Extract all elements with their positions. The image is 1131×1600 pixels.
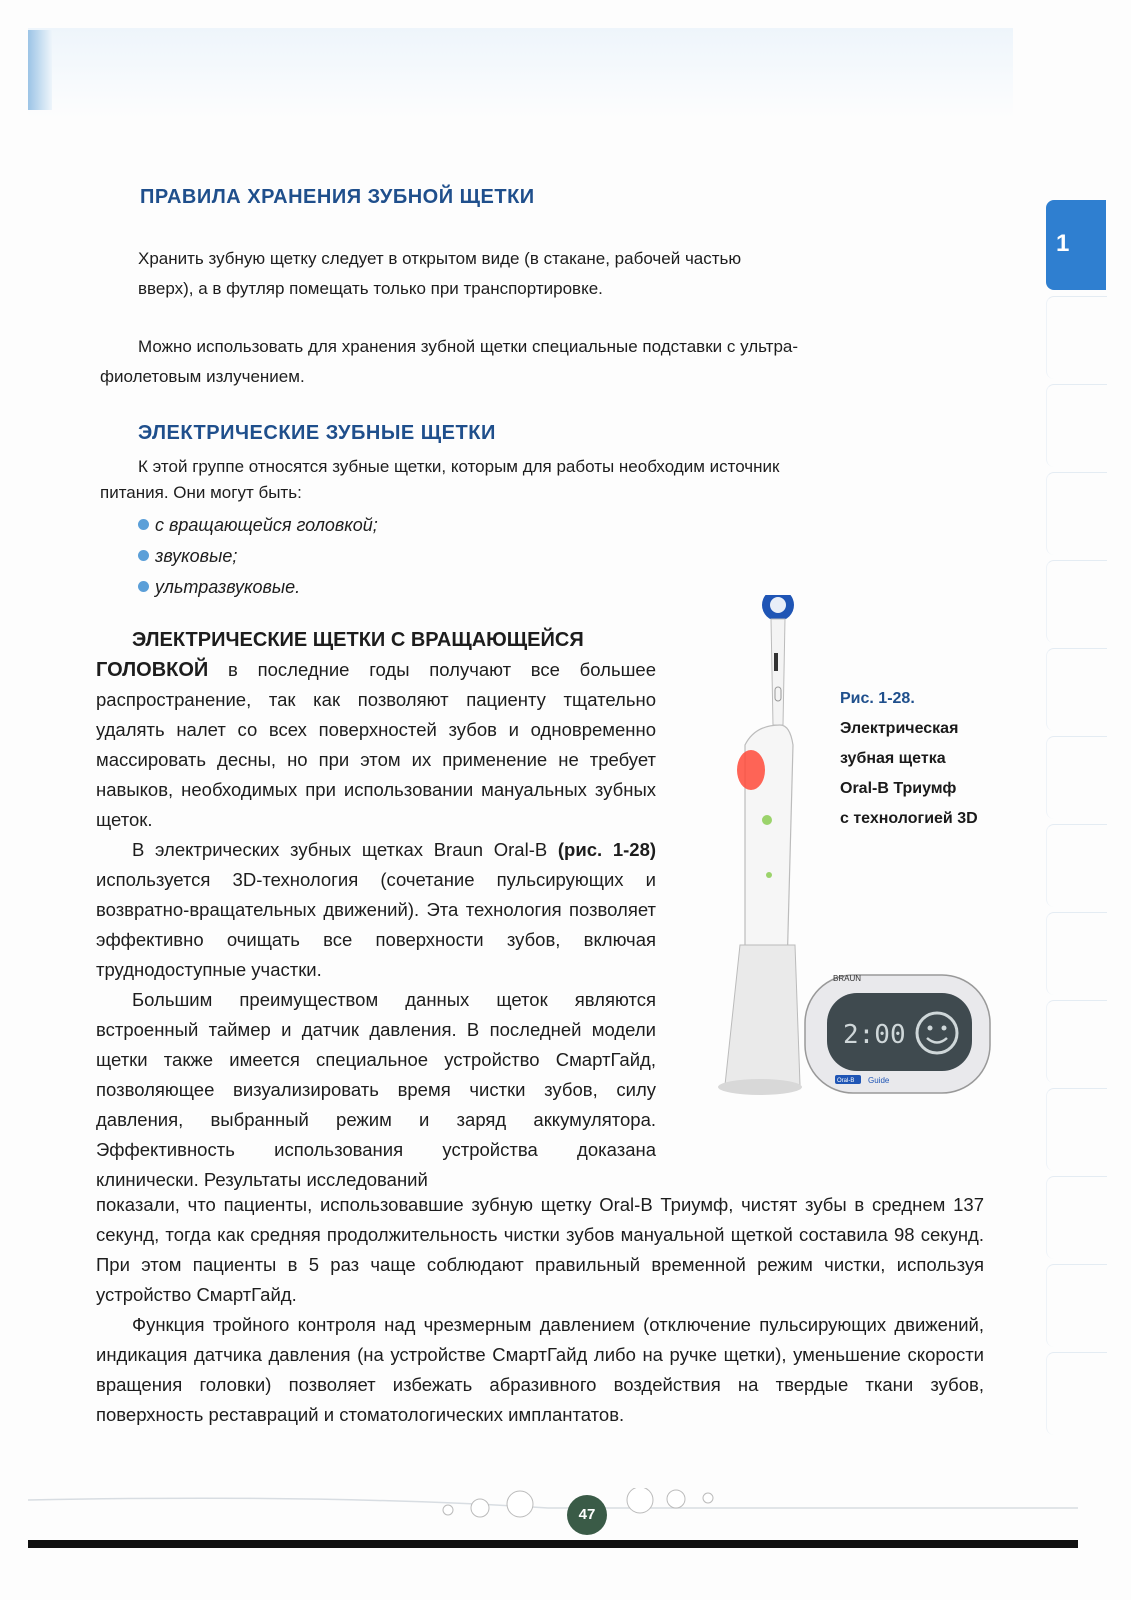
brand-badge1: Oral-B (837, 1078, 855, 1084)
caption-line3: Oral-B Триумф (840, 780, 957, 797)
storage-para2-line1: Можно использовать для хранения зубной щетки специальные подставки с ультра- (138, 337, 799, 356)
electric-intro-line2: питания. Они могут быть: (100, 483, 302, 502)
toothbrush-figure (715, 595, 1005, 1115)
side-tab (1046, 736, 1107, 819)
para3-continuation: показали, что пациенты, использовавшие зубную щетку Oral-B Триумф, чистят зубы в среднем 137 секунд, тогда как средняя продолжительность чистки зубов мануальной щеткой составила 98 секунд. При этом пациенты в 5 раз чаще соблюдают правильный временной режим чистки, используя устройство СмартГайд. (96, 1194, 984, 1305)
bullet-icon (138, 519, 149, 530)
figure-reference: (рис. 1-28) (557, 839, 657, 860)
caption-line4: с технологией 3D (840, 810, 978, 827)
list-item: с вращающейся головкой; (138, 510, 378, 541)
side-tab (1046, 1352, 1107, 1435)
side-tab (1046, 648, 1107, 731)
storage-para1-line2: вверх), а в футляр помещать только при транспортировке. (138, 279, 603, 298)
top-decorative-band (28, 28, 1013, 118)
para1-text: в последние годы получают все большее распространение, так как позволяют пациенту тщательно удалять налет со всех поверхностей зубов и одновременно массировать десны, но при этом их применение не требует навыков, необходимых при использовании мануальных зубных щеток. (96, 659, 657, 830)
caption-line2: зубная щетка (840, 750, 946, 767)
bullet-icon (138, 550, 149, 561)
side-tab (1046, 1088, 1107, 1171)
side-tab (1046, 1176, 1107, 1259)
figure-caption (840, 684, 1040, 834)
list-item: звуковые; (138, 541, 378, 572)
para3-text: Большим преимуществом данных щеток являются встроенный таймер и датчик давления. В последней модели щетки также имеется специальное устройство СмартГайд, позволяющее визуализировать время чистки зубов, силу давления, выбранный режим и заряд аккумулятора. Эффективность использования устройства доказана клинически. Результаты исследований (96, 989, 656, 1190)
para4-text: Функция тройного контроля над чрезмерным давлением (отключение пульсирующих движений, индикация датчика давления (на устройстве СмартГайд либо на ручке щетки), уменьшение скорости вращения головки) позволяет избежать абразивного воздействия на твердые ткани зубов, поверхность реставраций и стоматологических имплантатов. (96, 1314, 984, 1425)
footer-decoration (28, 1488, 1078, 1518)
para2-text: используется 3D-технология (сочетание пульсирующих и возвратно-вращательных движений). Эта технология позволяет эффективно очищать все поверхности зубов, включая труднодоступные участки. (96, 869, 656, 980)
side-tab (1046, 472, 1107, 555)
rotating-head-text (96, 625, 656, 1195)
continuation-text (96, 1190, 984, 1430)
bottom-scan-edge (28, 1540, 1078, 1548)
side-tab (1046, 912, 1107, 995)
bullet-icon (138, 581, 149, 592)
lead-heading-word: ГОЛОВКОЙ (96, 659, 209, 681)
side-tab (1046, 560, 1107, 643)
toothbrush-types-list (138, 510, 378, 603)
side-tab (1046, 296, 1107, 379)
chapter-tab[interactable] (1046, 200, 1106, 290)
lead-heading-line1: ЭЛЕКТРИЧЕСКИЕ ЩЕТКИ С ВРАЩАЮЩЕЙСЯ (132, 629, 584, 651)
caption-number: Рис. 1-28. (840, 690, 915, 707)
device-brand-label: BRAUN (833, 974, 862, 983)
side-tab (1046, 824, 1107, 907)
section-heading-electric: ЭЛЕКТРИЧЕСКИЕ ЗУБНЫЕ ЩЕТКИ (138, 422, 496, 444)
list-item: ультразвуковые. (138, 572, 378, 603)
page-number: 47 (567, 1495, 607, 1535)
chapter-number: 1 (1056, 230, 1070, 257)
pressure-light-icon (737, 750, 765, 790)
side-tab (1046, 1264, 1107, 1347)
brand-badge2: Guide (868, 1076, 890, 1085)
display-time: 2:00 (843, 1020, 906, 1050)
storage-para1-line1: Хранить зубную щетку следует в открытом виде (в стакане, рабочей частью (138, 249, 742, 268)
side-tab (1046, 384, 1107, 467)
caption-line1: Электрическая (840, 720, 959, 737)
top-band-accent (28, 30, 52, 110)
electric-intro-line1: К этой группе относятся зубные щетки, которым для работы необходим источник (138, 457, 780, 476)
storage-para2-line2: фиолетовым излучением. (100, 367, 305, 386)
section-heading-storage: ПРАВИЛА ХРАНЕНИЯ ЗУБНОЙ ЩЕТКИ (140, 186, 535, 208)
side-tab (1046, 1000, 1107, 1083)
para2-start: В электрических зубных щетках Braun Oral-B (132, 839, 548, 860)
